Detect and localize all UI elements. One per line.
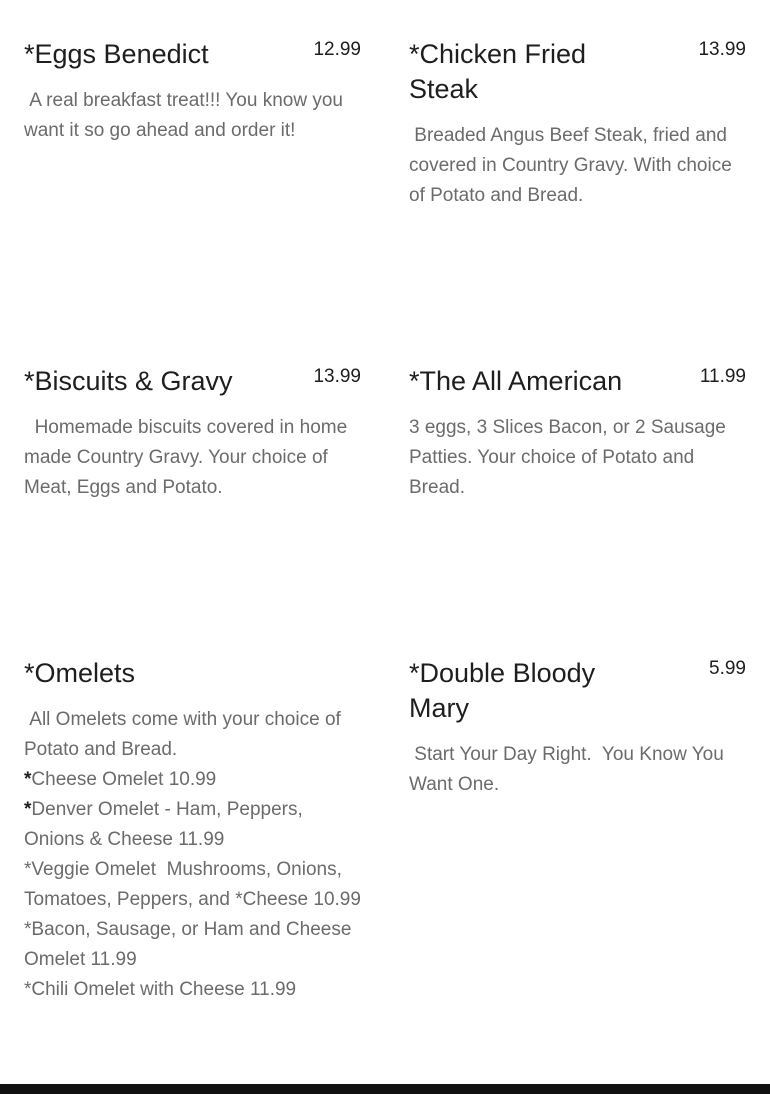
omelet-option	[24, 915, 361, 975]
menu-item-header	[409, 656, 746, 726]
omelet-option	[24, 975, 361, 1005]
menu-item-biscuits-gravy	[24, 364, 361, 503]
menu-item-description-text: Start Your Day Right. You Know You Want One.	[409, 744, 730, 795]
menu-item-header	[409, 364, 746, 399]
menu-item-description	[24, 705, 361, 1005]
omelet-option	[24, 855, 361, 915]
omelet-option-star: *	[24, 799, 32, 820]
menu-item-name: *The All American	[409, 366, 623, 396]
menu-item-description	[409, 740, 746, 800]
menu-item-description-text: A real breakfast treat!!! You know you want it so go ahead and order it!	[24, 90, 349, 141]
menu-item-description	[409, 121, 746, 211]
omelet-option	[24, 765, 361, 795]
menu-item-name: *Omelets	[24, 658, 136, 688]
omelet-option-text: *Veggie Omelet Mushrooms, Onions, Tomatoes, Peppers, and *Cheese 10.99	[24, 859, 361, 910]
omelet-option-text: Cheese Omelet 10.99	[31, 769, 217, 790]
omelet-option-star: *	[24, 769, 32, 790]
menu-item-header	[409, 37, 746, 107]
menu-item-name: *Biscuits & Gravy	[24, 366, 233, 396]
omelet-option-text: Denver Omelet - Ham, Peppers, Onions & Cheese 11.99	[24, 799, 303, 850]
menu-item-price: 12.99	[313, 39, 361, 60]
menu-item-description-text: 3 eggs, 3 Slices Bacon, or 2 Sausage Patties. Your choice of Potato and Bread.	[409, 417, 732, 498]
menu-item-header	[24, 364, 361, 399]
menu-item-header	[24, 656, 361, 691]
menu-item-header	[24, 37, 361, 72]
menu-item-omelets	[24, 656, 361, 1005]
menu-item-double-bloody-mary	[409, 656, 746, 800]
menu-item-description-text: All Omelets come with your choice of Potato and Bread.	[24, 709, 347, 760]
menu-item-price: 13.99	[313, 366, 361, 387]
menu-item-all-american	[409, 364, 746, 503]
omelet-option-text: *Bacon, Sausage, or Ham and Cheese Omelet 11.99	[24, 919, 352, 970]
menu-item-eggs-benedict	[24, 37, 361, 146]
menu-item-price: 11.99	[699, 366, 746, 387]
menu-item-price: 5.99	[709, 658, 746, 679]
menu-item-description-text: Homemade biscuits covered in home made Country Gravy. Your choice of Meat, Eggs and Potato.	[24, 417, 353, 498]
menu-item-description	[24, 86, 361, 146]
menu-item-chicken-fried-steak	[409, 37, 746, 211]
omelet-option	[24, 795, 361, 855]
menu-item-description-text: Breaded Angus Beef Steak, fried and covered in Country Gravy. With choice of Potato and Bread.	[409, 125, 738, 206]
menu-item-name: *Chicken Fried Steak	[409, 39, 587, 104]
menu-item-description	[409, 413, 746, 503]
menu-item-name: *Double Bloody Mary	[409, 658, 596, 723]
menu-item-name: *Eggs Benedict	[24, 39, 209, 69]
footer-bar	[0, 1084, 770, 1094]
menu-item-price: 13.99	[698, 39, 746, 60]
menu-item-description	[24, 413, 361, 503]
omelet-option-text: *Chili Omelet with Cheese 11.99	[24, 979, 297, 1000]
